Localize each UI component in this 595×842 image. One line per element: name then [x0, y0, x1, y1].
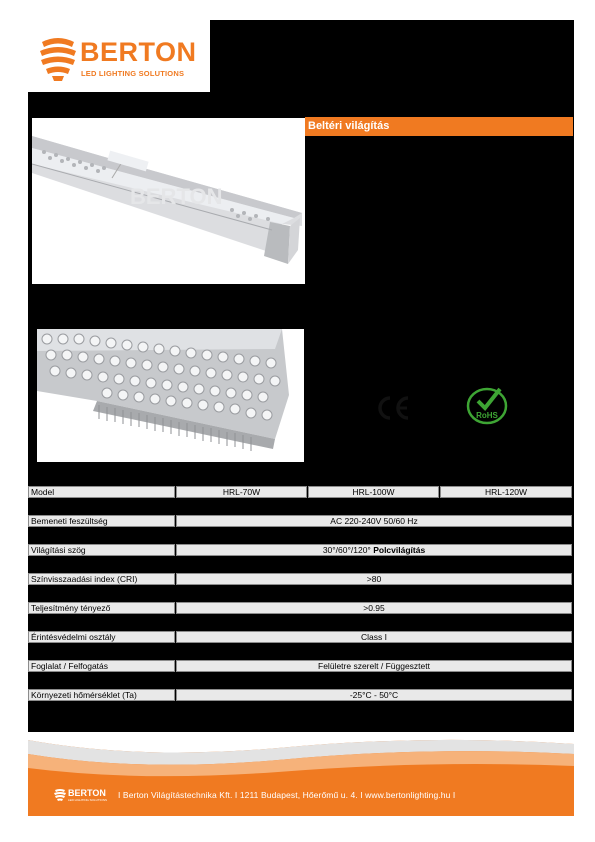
brand-tagline: LED LIGHTING SOLUTIONS: [81, 69, 185, 78]
category-banner: Beltéri világítás: [305, 117, 573, 136]
footer-logo: [54, 787, 112, 803]
footer-company-info: I Berton Világítástechnika Kft. I 1211 Budapest, Hőerőmű u. 4. I www.bertonlighting.hu I: [118, 790, 456, 800]
product-photo-fixture: [32, 118, 305, 284]
ce-mark-icon: [374, 394, 414, 422]
brand-name: BERTON: [80, 37, 197, 67]
brand-logo: [28, 20, 210, 92]
spec-row-mounting: [28, 660, 572, 672]
beam-angle-value: 30°/60°/120°: [322, 545, 371, 555]
spec-label: Foglalat / Felfogatás: [28, 660, 175, 672]
footer: [28, 732, 574, 816]
spec-value: [176, 544, 572, 556]
spec-row-protection-class: [28, 631, 572, 643]
footer-bulb-icon: [54, 788, 66, 803]
spec-label: Model: [28, 486, 175, 498]
spec-row-cri: [28, 573, 572, 585]
spec-row-model: [28, 486, 572, 498]
spec-row-beam-angle: [28, 544, 572, 556]
beam-angle-note: Polcvilágítás: [373, 545, 426, 555]
rohs-mark-icon: [466, 385, 508, 425]
footer-wave-decoration: [28, 732, 574, 816]
footer-logo-name: BERTON: [68, 788, 106, 798]
spec-value: >80: [176, 573, 572, 585]
rohs-mark-text: RoHS: [476, 411, 498, 420]
spec-value-model-2: HRL-100W: [308, 486, 439, 498]
spec-value: Class I: [176, 631, 572, 643]
spec-value: Felületre szerelt / Függesztett: [176, 660, 572, 672]
spec-label: Világítási szög: [28, 544, 175, 556]
spec-value: -25°C - 50°C: [176, 689, 572, 701]
spec-label: Érintésvédelmi osztály: [28, 631, 175, 643]
photo-watermark: BERTON: [130, 184, 223, 209]
spec-label: Környezeti hőmérséklet (Ta): [28, 689, 175, 701]
spec-value: AC 220-240V 50/60 Hz: [176, 515, 572, 527]
spec-row-input-voltage: [28, 515, 572, 527]
spec-row-power-factor: [28, 602, 572, 614]
footer-logo-tagline: LED LIGHTING SOLUTIONS: [68, 798, 108, 802]
spec-value-model-1: HRL-70W: [176, 486, 307, 498]
spec-value-model-3: HRL-120W: [440, 486, 572, 498]
product-photo-led-module: [37, 329, 304, 462]
spec-label: Bemeneti feszültség: [28, 515, 175, 527]
spec-value: >0.95: [176, 602, 572, 614]
spec-label: Teljesítmény tényező: [28, 602, 175, 614]
spec-row-ambient-temp: [28, 689, 572, 701]
spec-label: Színvisszaadási index (CRI): [28, 573, 175, 585]
bulb-logo-icon: [38, 34, 78, 82]
